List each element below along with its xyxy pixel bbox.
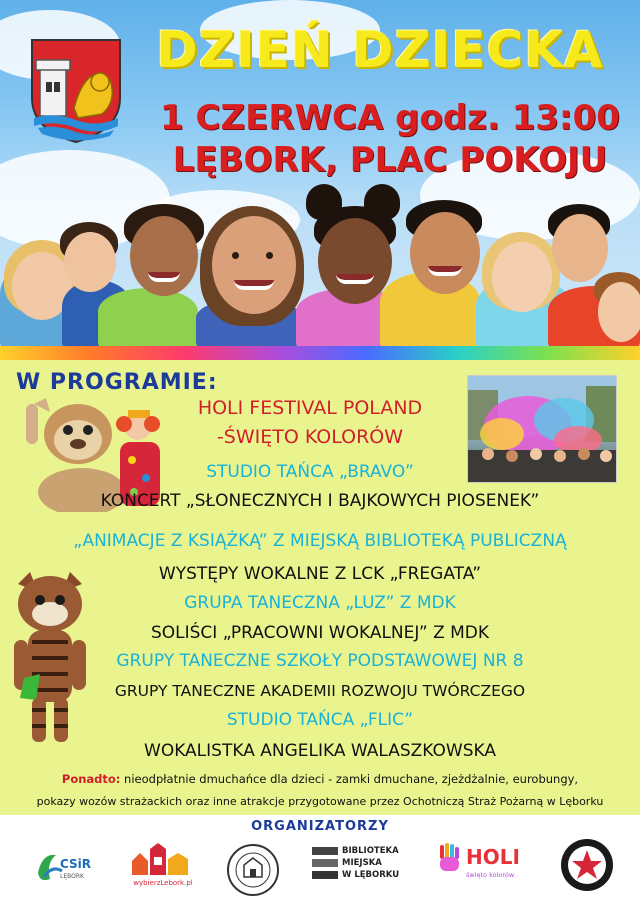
hand-print-icon [438, 843, 462, 873]
biblioteka-line-1: BIBLIOTEKA [342, 846, 399, 856]
child-face [212, 216, 296, 314]
cultural-centre-seal [226, 843, 280, 897]
csir-logo [32, 843, 102, 893]
biblioteka-line-2: MIEJSKA [342, 858, 382, 868]
child-face [64, 232, 116, 292]
holi-festival-photo [467, 375, 617, 483]
seal-icon [226, 843, 280, 897]
organizers-heading: ORGANIZATORZY [251, 819, 389, 834]
rainbow-divider [0, 346, 640, 360]
program-item-fregata: WYSTĘPY WOKALNE Z LCK „FREGATA” [158, 564, 482, 584]
program-item-akademia: GRUPY TANECZNE AKADEMII ROZWOJU TWÓRCZEGO [114, 682, 526, 700]
child-face [598, 282, 640, 342]
csir-sub: LĘBORK [60, 873, 84, 880]
note-label: Ponadto: [61, 772, 121, 786]
town-skyline-icon [128, 843, 198, 877]
child-figure [98, 288, 198, 350]
program-item-flic: STUDIO TAŃCA „FLIC” [226, 710, 414, 730]
holi-crowd-image [468, 376, 617, 483]
hero-banner [0, 0, 640, 350]
program-item-solisci: SOLIŚCI „PRACOWNI WOKALNEJ” Z MDK [150, 623, 490, 643]
event-title: DZIEŃ DZIECKA [156, 21, 604, 79]
fire-brigade-badge [560, 837, 614, 893]
child-smile [336, 274, 374, 284]
organizers-footer [0, 815, 640, 900]
child-smile [234, 280, 274, 290]
program-heading: W PROGRAMIE: [16, 370, 218, 395]
child-smile [428, 266, 462, 276]
holi-sub: święto kolorów [466, 871, 515, 879]
wybierz-lebork-logo [128, 843, 198, 897]
holi-logo [438, 843, 534, 897]
event-date: 1 CZERWCA godz. 13:00 [160, 98, 620, 138]
program-section [0, 360, 640, 815]
note-line-1 [0, 770, 640, 789]
biblioteka-text [342, 845, 399, 881]
child-face [130, 216, 198, 296]
program-item-wokalistka: WOKALISTKA ANGELIKA WALASZKOWSKA [144, 741, 496, 761]
csir-name: CSiR [60, 857, 92, 871]
child-face [552, 214, 608, 282]
child-eye [266, 252, 273, 259]
program-item-bravo: STUDIO TAŃCA „BRAVO” [206, 462, 414, 482]
holi-name: HOLI [466, 845, 520, 869]
books-icon [312, 843, 338, 883]
child-face [318, 218, 392, 304]
lebork-crest-icon [30, 38, 122, 144]
event-place: LĘBORK, PLAC POKOJU [172, 140, 608, 180]
child-face [410, 212, 480, 294]
note-line-2: pokazy wozów strażackich oraz inne atrakcje przygotowane przez Ochotniczą Straż Pożarną w Lęborku [36, 795, 604, 808]
program-item-holi-sub: -ŚWIĘTO KOLORÓW [216, 426, 404, 448]
biblioteka-line-3: W LĘBORKU [342, 870, 400, 880]
program-item-koncert: KONCERT „SŁONECZNYCH I BAJKOWYCH PIOSENEK” [100, 491, 540, 511]
program-item-sp8: GRUPY TANECZNE SZKOŁY PODSTAWOWEJ NR 8 [116, 651, 524, 671]
child-face [492, 242, 552, 312]
program-item-holi: HOLI FESTIVAL POLAND [197, 397, 423, 419]
child-smile [148, 272, 180, 282]
fire-brigade-icon [560, 837, 614, 893]
wybierz-name: wybierzLebork.pl [133, 879, 193, 887]
child-eye [232, 252, 239, 259]
program-item-luz: GRUPA TANECZNA „LUZ” Z MDK [184, 593, 456, 613]
biblioteka-logo [312, 843, 402, 893]
program-item-animacje: „ANIMACJE Z KSIĄŻKĄ” Z MIEJSKĄ BIBLIOTEKĄ PUBLICZNĄ [73, 531, 567, 551]
note-text-1: nieodpłatnie dmuchańce dla dzieci - zamki dmuchane, zjeżdżalnie, eurobungy, [120, 772, 579, 786]
